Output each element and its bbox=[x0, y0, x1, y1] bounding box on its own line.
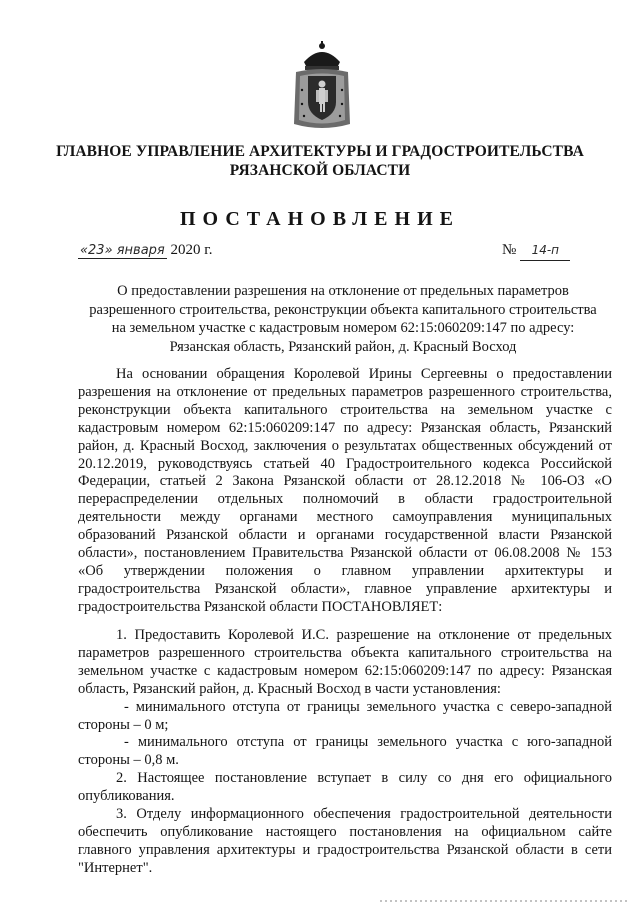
subject-line: разрешенного строительства, реконструкции объекта капитального строительства bbox=[89, 301, 597, 318]
item-3: 3. Отделу информационного обеспечения градостроительной деятельности обеспечить опубликование настоящего постановления на официальном сайте главного управления архитектуры и градостроительства Рязанской области в сети "Интернет". bbox=[78, 806, 612, 876]
subject-line: Рязанская область, Рязанский район, д. Красный Восход bbox=[169, 338, 517, 355]
item-1: 1. Предоставить Королевой И.С. разрешение на отклонение от предельных параметров разрешенного строительства объекта капитального строительства на земельном участке с кадастровым номером 62:15:060209:147 по адресу: Рязанская область, Рязанский район, д. Красный Восход в части установления: bbox=[78, 627, 612, 697]
coat-of-arms-icon bbox=[290, 40, 354, 132]
resolution-items bbox=[78, 627, 612, 878]
organization-name-line-2: РЯЗАНСКОЙ ОБЛАСТИ bbox=[229, 162, 411, 179]
item-1-subpoint-2: - минимального отступа от границы земельного участка с юго-западной стороны – 0,8 м. bbox=[78, 734, 612, 769]
number-label: № bbox=[502, 242, 517, 258]
document-year: 2020 г. bbox=[170, 242, 213, 258]
preamble-paragraph: На основании обращения Королевой Ирины Сергеевны о предоставлении разрешения на отклонение от предельных параметров разрешенного строительства, реконструкции объекта капитального строительства на земельном участке с кадастровым номером 62:15:060209:147 по адресу: Рязанская область, Рязанский район, д. Красный Восход, заключения о результатах общественных обсуждений от 20.12.2019, руководствуясь статьей 40 Градостроительного кодекса Российской Федерации, статьей 2 Закона Рязанской области от 28.12.2018 № 106-ОЗ «О перераспределении отдельных полномочий в области градостроительной деятельности между органами местного самоуправления муниципальных образований Рязанской области и органами государственной власти Рязанской области», постановлением Правительства Рязанской области от 06.08.2008 № 153 «Об утверждении положения о главном управлении архитектуры и градостроительства Рязанской области», главное управление архитектуры и градостроительства Рязанской области ПОСТАНОВЛЯЕТ: bbox=[78, 366, 612, 615]
organization-name-line-1: ГЛАВНОЕ УПРАВЛЕНИЕ АРХИТЕКТУРЫ И ГРАДОСТРОИТЕЛЬСТВА bbox=[56, 143, 584, 160]
subject-line: О предоставлении разрешения на отклонение от предельных параметров bbox=[117, 283, 569, 299]
subject-line: на земельном участке с кадастровым номером 62:15:060209:147 по адресу: bbox=[111, 320, 575, 337]
item-1-subpoint-1: - минимального отступа от границы земельного участка с северо-западной стороны – 0 м; bbox=[78, 698, 612, 733]
item-2: 2. Настоящее постановление вступает в силу со дня его официального опубликования. bbox=[78, 770, 612, 805]
document-type-title: ПОСТАНОВЛЕНИЕ bbox=[180, 208, 460, 230]
scan-edge-artifact bbox=[380, 900, 630, 902]
handwritten-number: 14-п bbox=[520, 240, 570, 261]
document-date bbox=[78, 240, 212, 261]
document-subject bbox=[78, 282, 608, 356]
handwritten-date: «23» января bbox=[80, 243, 165, 258]
document-number bbox=[502, 240, 570, 261]
